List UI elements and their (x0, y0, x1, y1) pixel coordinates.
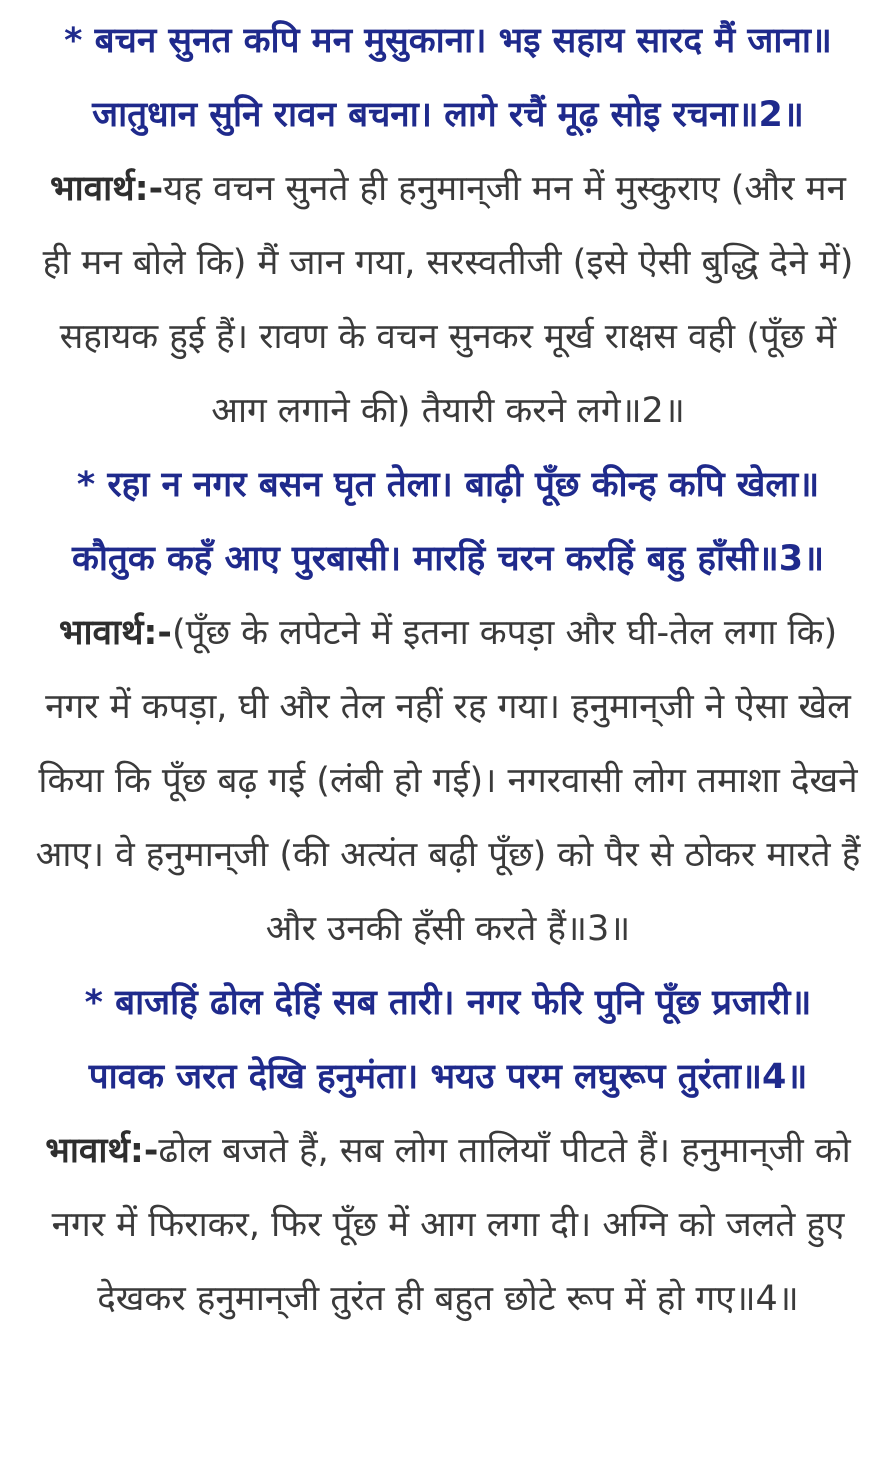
meaning-text: ढोल बजते हैं, सब लोग तालियाँ पीटते हैं। हनुमान्‌जी को नगर में फिराकर, फिर पूँछ में आग लगा दी। अग्नि को जलते हुए देखकर हनुमान्‌जी तुरंत ही बहुत छोटे रूप में हो गए॥4॥ (51, 1131, 851, 1319)
meaning-block-4 (34, 1114, 862, 1336)
meaning-label: भावार्थ:- (50, 169, 164, 209)
meaning-label: भावार्थ:- (45, 1131, 159, 1171)
meaning-text: (पूँछ के लपेटने में इतना कपड़ा और घी-तेल लगा कि) नगर में कपड़ा, घी और तेल नहीं रह गया। हनुमान्‌जी ने ऐसा खेल किया कि पूँछ बढ़ गई (लंबी हो गई)। नगरवासी लोग तमाशा देखने आए। वे हनुमान्‌जी (की अत्यंत बढ़ी पूँछ) को पैर से ठोकर मारते हैं और उनकी हँसी करते हैं॥3॥ (35, 613, 861, 949)
verse-line: जातुधान सुनि रावन बचना। लागे रचैं मूढ़ सोइ रचना॥2॥ (92, 95, 804, 135)
verse-line: पावक जरत देखि हनुमंता। भयउ परम लघुरूप तुरंता॥4॥ (88, 1057, 808, 1097)
verse-line: * बाजहिं ढोल देहिं सब तारी। नगर फेरि पुनि पूँछ प्रजारी॥ (84, 983, 812, 1023)
verse-block-2 (34, 4, 862, 152)
verse-block-3 (34, 448, 862, 596)
verse-block-4 (34, 966, 862, 1114)
verse-line: कौतुक कहँ आए पुरबासी। मारहिं चरन करहिं बहु हाँसी॥3॥ (71, 539, 825, 579)
meaning-text: यह वचन सुनते ही हनुमान्‌जी मन में मुस्कुराए (और मन ही मन बोले कि) मैं जान गया, सरस्वतीजी (इसे ऐसी बुद्धि देने में) सहायक हुई हैं। रावण के वचन सुनकर मूर्ख राक्षस वही (पूँछ में आग लगाने की) तैयारी करने लगे॥2॥ (42, 169, 854, 431)
verse-line: * रहा न नगर बसन घृत तेला। बाढ़ी पूँछ कीन्ह कपि खेला॥ (76, 465, 820, 505)
meaning-label: भावार्थ:- (58, 613, 172, 653)
meaning-block-3 (34, 596, 862, 966)
verse-line: * बचन सुनत कपि मन मुसुकाना। भइ सहाय सारद मैं जाना॥ (64, 21, 832, 61)
meaning-block-2 (34, 152, 862, 448)
